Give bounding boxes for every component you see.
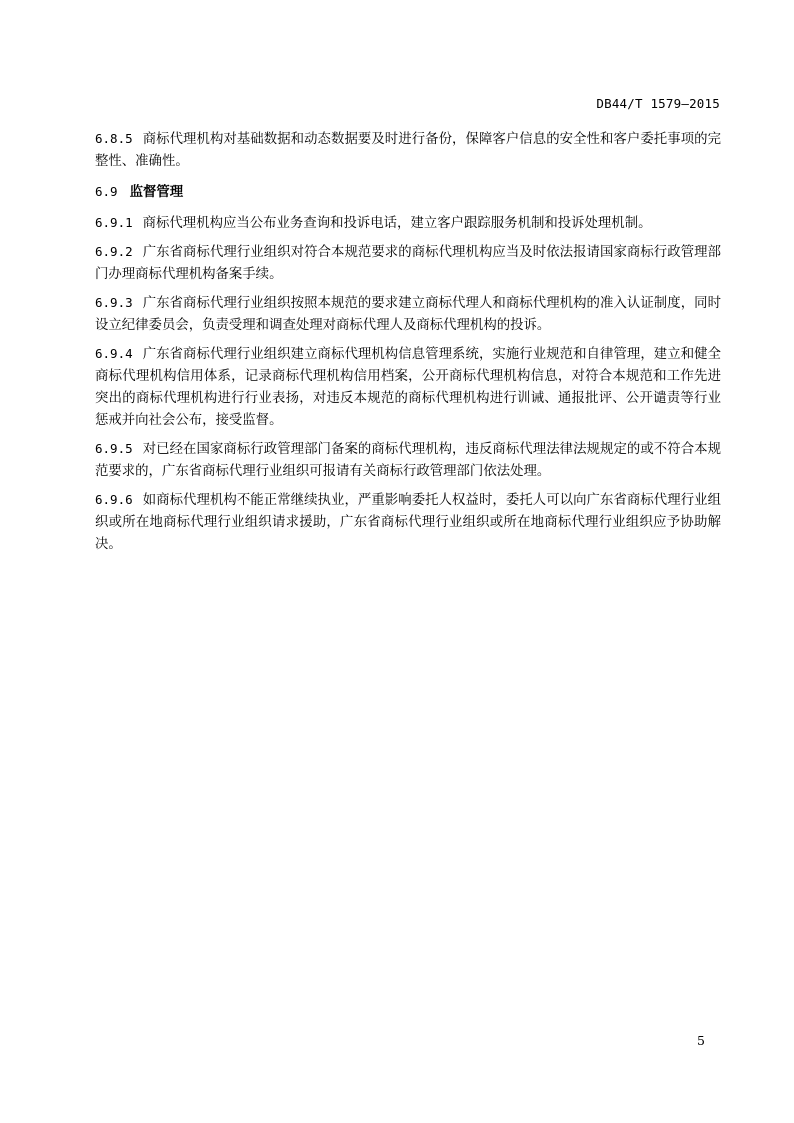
section-number: 6.9 bbox=[95, 184, 118, 199]
section-title: 监督管理 bbox=[129, 185, 184, 200]
clause-6-8-5 bbox=[95, 128, 721, 173]
clause-number: 6.9.1 bbox=[95, 215, 133, 230]
clause-number: 6.9.6 bbox=[95, 492, 133, 507]
clause-text: 广东省商标代理行业组织对符合本规范要求的商标代理机构应当及时依法报请国家商标行政管理部门办理商标代理机构备案手续。 bbox=[95, 245, 721, 282]
clause-6-9-4 bbox=[95, 343, 721, 432]
clause-number: 6.9.5 bbox=[95, 441, 133, 456]
clause-6-9-3 bbox=[95, 292, 721, 337]
clause-text: 商标代理机构对基础数据和动态数据要及时进行备份，保障客户信息的安全性和客户委托事项的完整性、准确性。 bbox=[95, 132, 721, 169]
section-heading-6-9 bbox=[95, 181, 721, 204]
clause-number: 6.9.3 bbox=[95, 295, 133, 310]
document-body bbox=[95, 128, 721, 562]
clause-6-9-5 bbox=[95, 438, 721, 483]
clause-number: 6.9.2 bbox=[95, 244, 133, 259]
clause-text: 广东省商标代理行业组织按照本规范的要求建立商标代理人和商标代理机构的准入认证制度，同时设立纪律委员会，负责受理和调查处理对商标代理人及商标代理机构的投诉。 bbox=[95, 296, 721, 333]
clause-6-9-6 bbox=[95, 489, 721, 556]
clause-number: 6.9.4 bbox=[95, 346, 133, 361]
clause-text: 如商标代理机构不能正常继续执业，严重影响委托人权益时，委托人可以向广东省商标代理行业组织或所在地商标代理行业组织请求援助，广东省商标代理行业组织或所在地商标代理行业组织应予协助解决。 bbox=[95, 493, 721, 552]
clause-6-9-1 bbox=[95, 212, 721, 235]
clause-6-9-2 bbox=[95, 241, 721, 286]
document-code: DB44/T 1579—2015 bbox=[596, 96, 720, 111]
clause-number: 6.8.5 bbox=[95, 131, 133, 146]
clause-text: 广东省商标代理行业组织建立商标代理机构信息管理系统，实施行业规范和自律管理，建立和健全商标代理机构信用体系，记录商标代理机构信用档案，公开商标代理机构信息，对符合本规范和工作先进突出的商标代理机构进行行业表扬，对违反本规范的商标代理机构进行训诫、通报批评、公开谴责等行业惩戒并向社会公布，接受监督。 bbox=[95, 347, 721, 428]
clause-text: 商标代理机构应当公布业务查询和投诉电话，建立客户跟踪服务机制和投诉处理机制。 bbox=[142, 216, 652, 231]
clause-text: 对已经在国家商标行政管理部门备案的商标代理机构，违反商标代理法律法规规定的或不符合本规范要求的，广东省商标代理行业组织可报请有关商标行政管理部门依法处理。 bbox=[95, 442, 721, 479]
page-number: 5 bbox=[697, 1033, 705, 1048]
